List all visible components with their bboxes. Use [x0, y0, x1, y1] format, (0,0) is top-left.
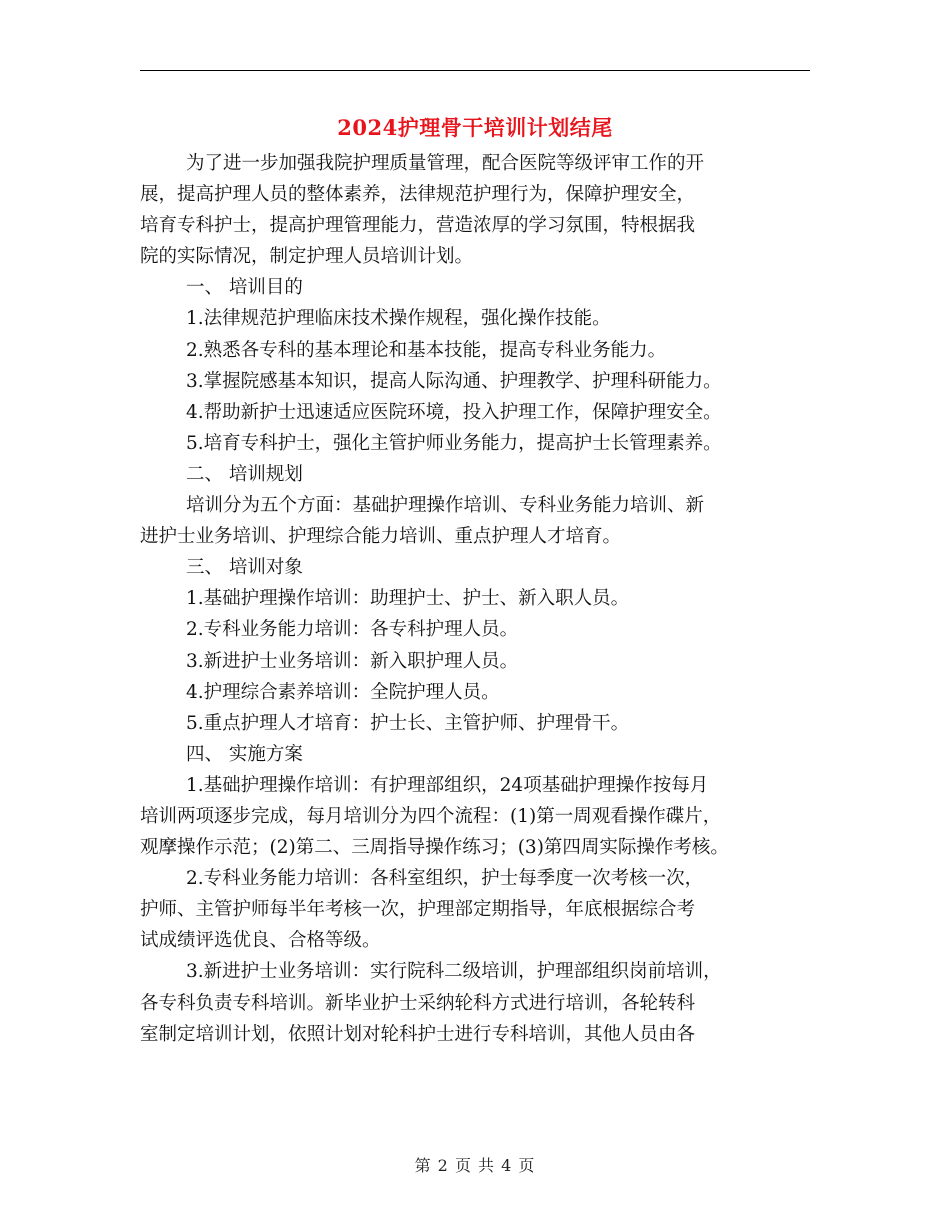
body-line: 1.基础护理操作培训：助理护士、护士、新入职人员。: [186, 588, 630, 610]
body-line: 3.新进护士业务培训：新入职护理人员。: [186, 650, 519, 672]
body-line: 培训分为五个方面：基础护理操作培训、专科业务能力培训、新: [186, 495, 705, 517]
section-heading: 一、 培训目的: [186, 277, 303, 299]
body-line: 观摩操作示范；(2)第二、三周指导操作练习；(3)第四周实际操作考核。: [140, 837, 729, 859]
body-line: 2.专科业务能力培训：各专科护理人员。: [186, 619, 519, 641]
body-line: 1.基础护理操作培训：有护理部组织，24项基础护理操作按每月: [186, 774, 709, 796]
section-heading: 三、 培训对象: [186, 557, 303, 579]
body-line: 2.熟悉各专科的基本理论和基本技能，提高专科业务能力。: [186, 339, 667, 361]
body-line: 5.培育专科护士，强化主管护师业务能力，提高护士长管理素养。: [186, 432, 722, 454]
body-line: 4.帮助新护士迅速适应医院环境，投入护理工作，保障护理安全。: [186, 401, 722, 423]
section-heading: 二、 培训规划: [186, 463, 303, 485]
body-line: 3.掌握院感基本知识，提高人际沟通、护理教学、护理科研能力。: [186, 370, 722, 392]
body-line: 为了进一步加强我院护理质量管理，配合医院等级评审工作的开: [186, 153, 705, 174]
document-title: 2024护理骨干培训计划结尾: [337, 115, 613, 140]
body-line: 5.重点护理人才培育：护士长、主管护师、护理骨干。: [186, 712, 630, 734]
body-line: 试成绩评选优良、合格等级。: [140, 930, 381, 952]
body-line: 院的实际情况，制定护理人员培训计划。: [140, 246, 474, 268]
body-line: 各专科负责专科培训。新毕业护士采纳轮科方式进行培训，各轮转科: [140, 992, 696, 1014]
body-line: 进护士业务培训、护理综合能力培训、重点护理人才培育。: [140, 526, 622, 548]
document-body: [140, 148, 810, 1050]
section-heading: 四、 实施方案: [186, 743, 303, 765]
body-line: 展，提高护理人员的整体素养，法律规范护理行为，保障护理安全，: [140, 184, 696, 206]
body-line: 室制定培训计划，依照计划对轮科护士进行专科培训，其他人员由各: [140, 1023, 696, 1045]
body-line: 4.护理综合素养培训：全院护理人员。: [186, 681, 500, 703]
header-rule: [140, 70, 810, 71]
body-line: 2.专科业务能力培训：各科室组织，护士每季度一次考核一次，: [186, 868, 704, 890]
body-line: 培训两项逐步完成，每月培训分为四个流程：(1)第一周观看操作碟片，: [140, 805, 722, 827]
page-number-footer: 第 2 页 共 4 页: [414, 1156, 536, 1175]
body-line: 3.新进护士业务培训：实行院科二级培训，护理部组织岗前培训，: [186, 961, 722, 983]
body-line: 1.法律规范护理临床技术操作规程，强化操作技能。: [186, 308, 611, 330]
body-line: 培育专科护士，提高护理管理能力，营造浓厚的学习氛围，特根据我: [140, 215, 696, 237]
body-line: 护师、主管护师每半年考核一次，护理部定期指导，年底根据综合考: [140, 899, 696, 921]
